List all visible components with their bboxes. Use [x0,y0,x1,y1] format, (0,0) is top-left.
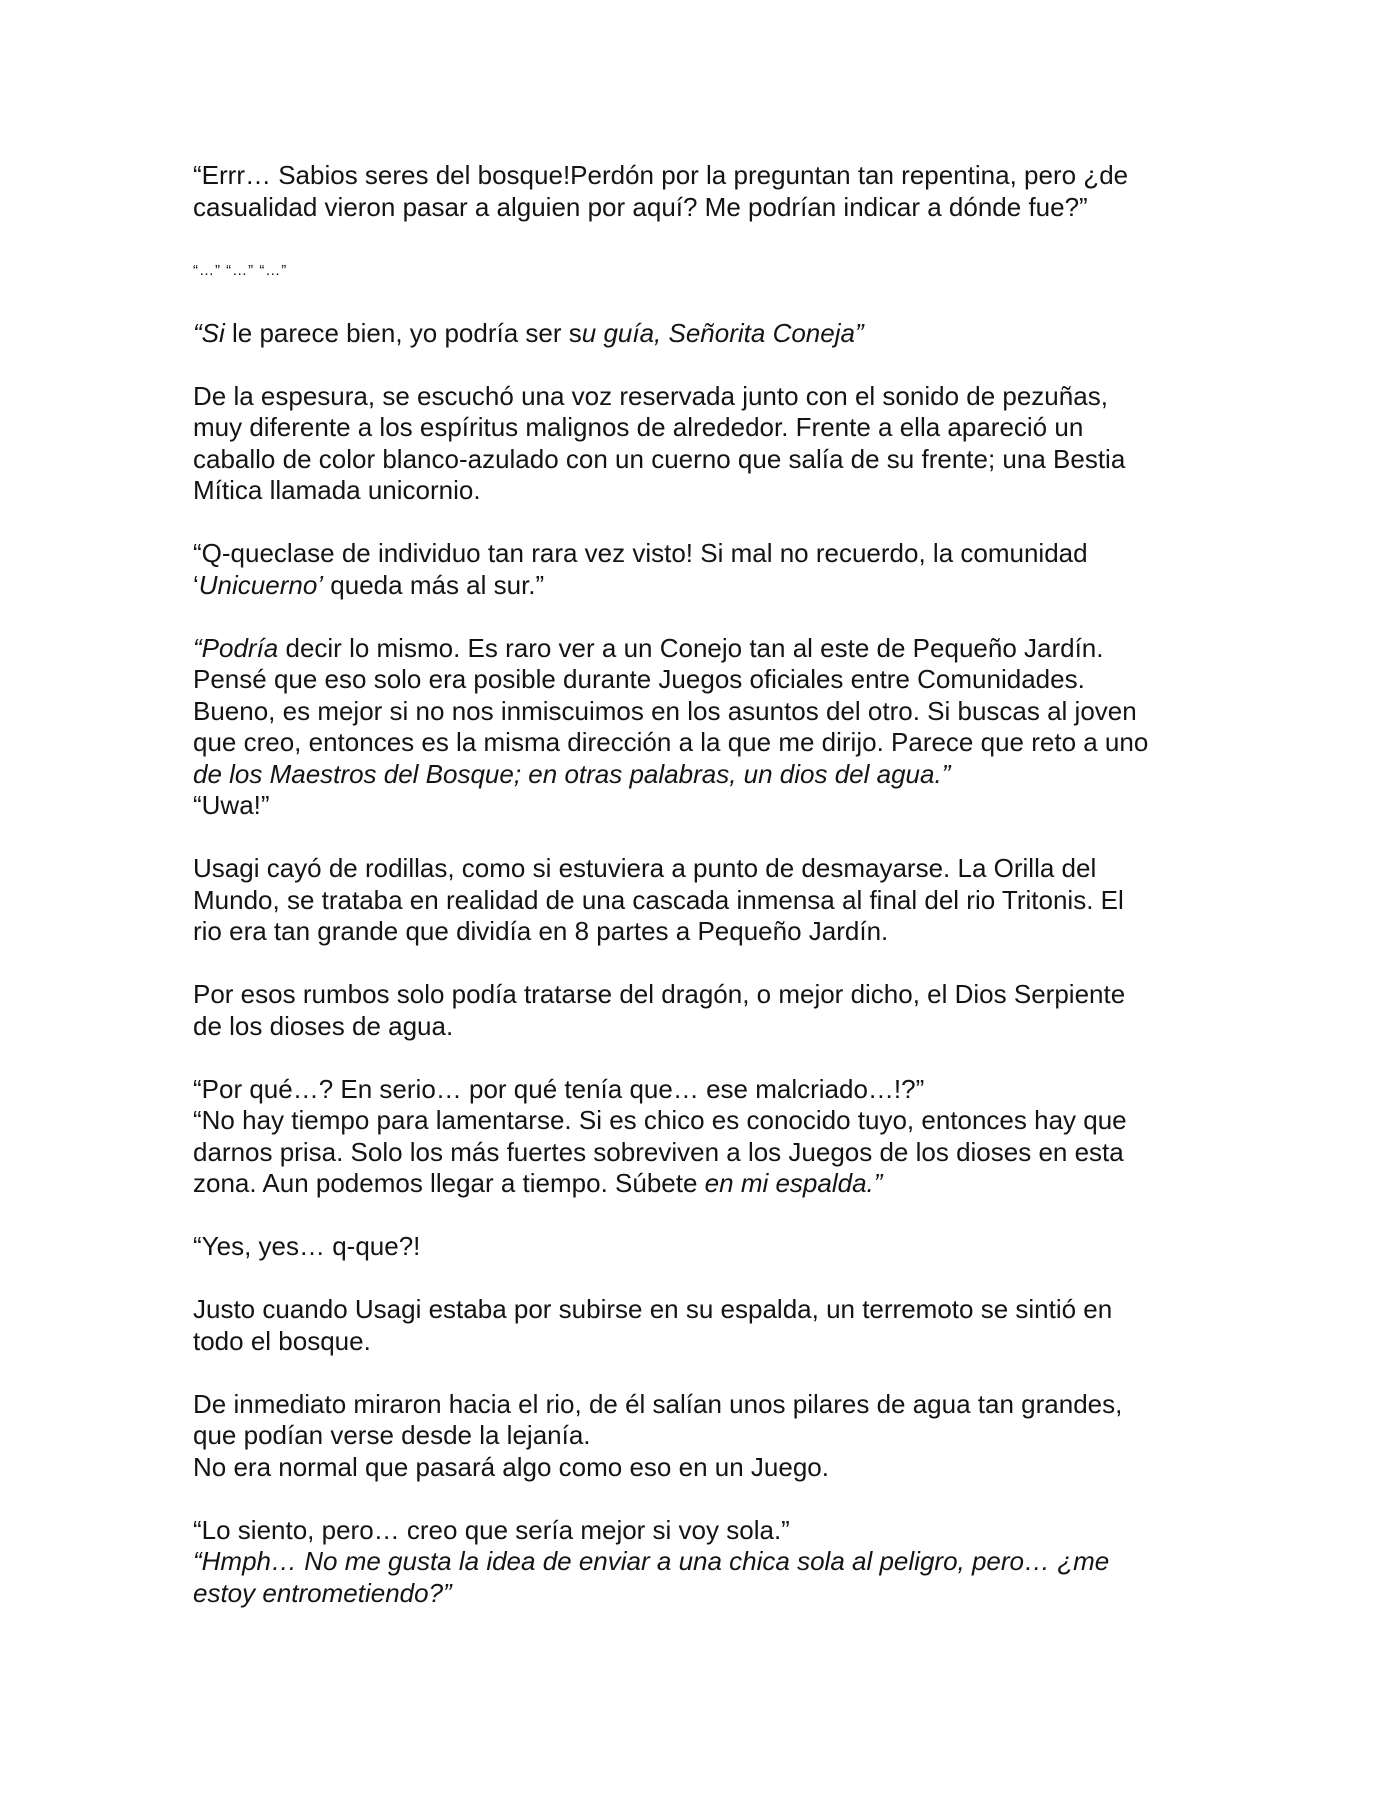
italic-run: Unicuerno’ [198,569,324,600]
text-line [193,318,1223,350]
text-line [193,1231,1223,1263]
paragraph [193,1515,1223,1610]
paragraph [193,255,1223,287]
text-run: Bueno, es mejor si no nos inmiscuimos en los asuntos del otro. Si buscas al joven [193,695,1137,726]
text-run: ‘ [193,569,199,600]
text-line [193,853,1223,885]
text-run: todo el bosque. [193,1325,371,1356]
text-run: de los dioses de agua. [193,1010,454,1041]
text-line [193,885,1223,917]
italic-run: de los Maestros del Bosque; en otras palabras, un dios del agua.” [193,758,951,789]
text-line [193,696,1223,728]
paragraph [193,1389,1223,1484]
text-run: Por esos rumbos solo podía tratarse del dragón, o mejor dicho, el Dios Serpiente [193,979,1126,1009]
text-run: De inmediato miraron hacia el rio, de él salían unos pilares de agua tan grandes, [193,1388,1123,1419]
paragraph [193,979,1223,1042]
text-run: rio era tan grande que dividía en 8 partes a Pequeño Jardín. [193,916,889,946]
italic-run: estoy entrometiendo?” [193,1577,452,1608]
paragraph [193,381,1223,507]
italic-run: “Podría [193,632,279,663]
text-line [193,1515,1223,1547]
text-line [193,1105,1223,1137]
text-run: decir lo mismo. Es raro ver a un Conejo tan al este de Pequeño Jardín. [278,632,1104,663]
text-line [193,538,1223,570]
text-run: Justo cuando Usagi estaba por subirse en su espalda, un terremoto se sintió en [193,1294,1113,1324]
italic-run: en mi espalda.” [704,1168,883,1198]
text-line [193,160,1223,192]
text-run: que podían verse desde la lejanía. [193,1420,591,1450]
text-line [193,1326,1223,1358]
text-run: que creo, entonces es la misma dirección a la que me dirijo. Parece que reto a uno [193,727,1149,757]
text-run: Pensé que eso solo era posible durante Juegos oficiales entre Comunidades. [193,664,1085,694]
paragraph [193,318,1223,350]
text-line [193,1294,1223,1326]
text-line [193,916,1223,948]
paragraph [193,1231,1223,1263]
text-run: “Uwa!” [193,790,270,820]
text-line [193,1389,1223,1421]
text-line [193,381,1223,413]
paragraph [193,1294,1223,1357]
text-line [193,1074,1223,1106]
paragraph [193,160,1223,223]
text-run: le parece bien, yo podría ser s [224,317,582,348]
text-run: queda más al sur.” [323,569,545,600]
text-run: muy diferente a los espíritus malignos de alrededor. Frente a ella apareció un [193,412,1084,442]
text-line [193,664,1223,696]
text-run: “Lo siento, pero… creo que sería mejor si voy sola.” [193,1514,790,1545]
text-line [193,1420,1223,1452]
text-run: Usagi cayó de rodillas, como si estuviera a punto de desmayarse. La Orilla del [193,853,1097,883]
text-run: “Por qué…? En serio… por qué tenía que… ese malcriado…!?” [193,1073,925,1104]
text-run: “Q-queclase de individuo tan rara vez visto! Si mal no recuerdo, la comunidad [193,538,1088,568]
text-line [193,1168,1223,1200]
text-run: No era normal que pasará algo como eso en un Juego. [193,1451,829,1482]
text-line [193,570,1223,602]
text-run: “No hay tiempo para lamentarse. Si es chico es conocido tuyo, entonces hay que [193,1105,1127,1135]
text-run: “…” “…” “…” [193,261,288,279]
text-run: casualidad vieron pasar a alguien por aquí? Me podrían indicar a dónde fue?” [193,191,1088,222]
italic-run: u guía, Señorita Coneja” [581,317,864,348]
text-run: Mundo, se trataba en realidad de una cascada inmensa al final del rio Tritonis. El [193,884,1124,915]
italic-run: “Hmph… No me gusta la idea de enviar a una chica sola al peligro, pero… ¿me [193,1546,1110,1576]
text-run: “Yes, yes… q-que?! [193,1231,421,1261]
text-line [193,255,1223,287]
text-run: De la espesura, se escuchó una voz reservada junto con el sonido de pezuñas, [193,380,1108,411]
text-line [193,412,1223,444]
italic-run: “Si [193,317,225,348]
text-run: zona. Aun podemos llegar a tiempo. Súbete [193,1168,705,1198]
text-line [193,979,1223,1011]
paragraph [193,1074,1223,1200]
paragraph [193,853,1223,948]
text-run: darnos prisa. Solo los más fuertes sobreviven a los Juegos de los dioses en esta [193,1136,1124,1167]
text-line [193,727,1223,759]
text-line [193,1578,1223,1610]
text-line [193,633,1223,665]
text-line [193,444,1223,476]
text-line [193,1546,1223,1578]
text-run: Mítica llamada unicornio. [193,475,481,505]
text-line [193,790,1223,822]
text-line [193,475,1223,507]
text-run: caballo de color blanco-azulado con un cuerno que salía de su frente; una Bestia [193,443,1126,474]
document-page [193,160,1223,1641]
text-line [193,759,1223,791]
paragraph [193,633,1223,822]
text-line [193,1137,1223,1169]
text-line [193,1011,1223,1043]
text-run: “Errr… Sabios seres del bosque!Perdón por la preguntan tan repentina, pero ¿de [193,160,1129,190]
paragraph [193,538,1223,601]
text-line [193,192,1223,224]
text-line [193,1452,1223,1484]
